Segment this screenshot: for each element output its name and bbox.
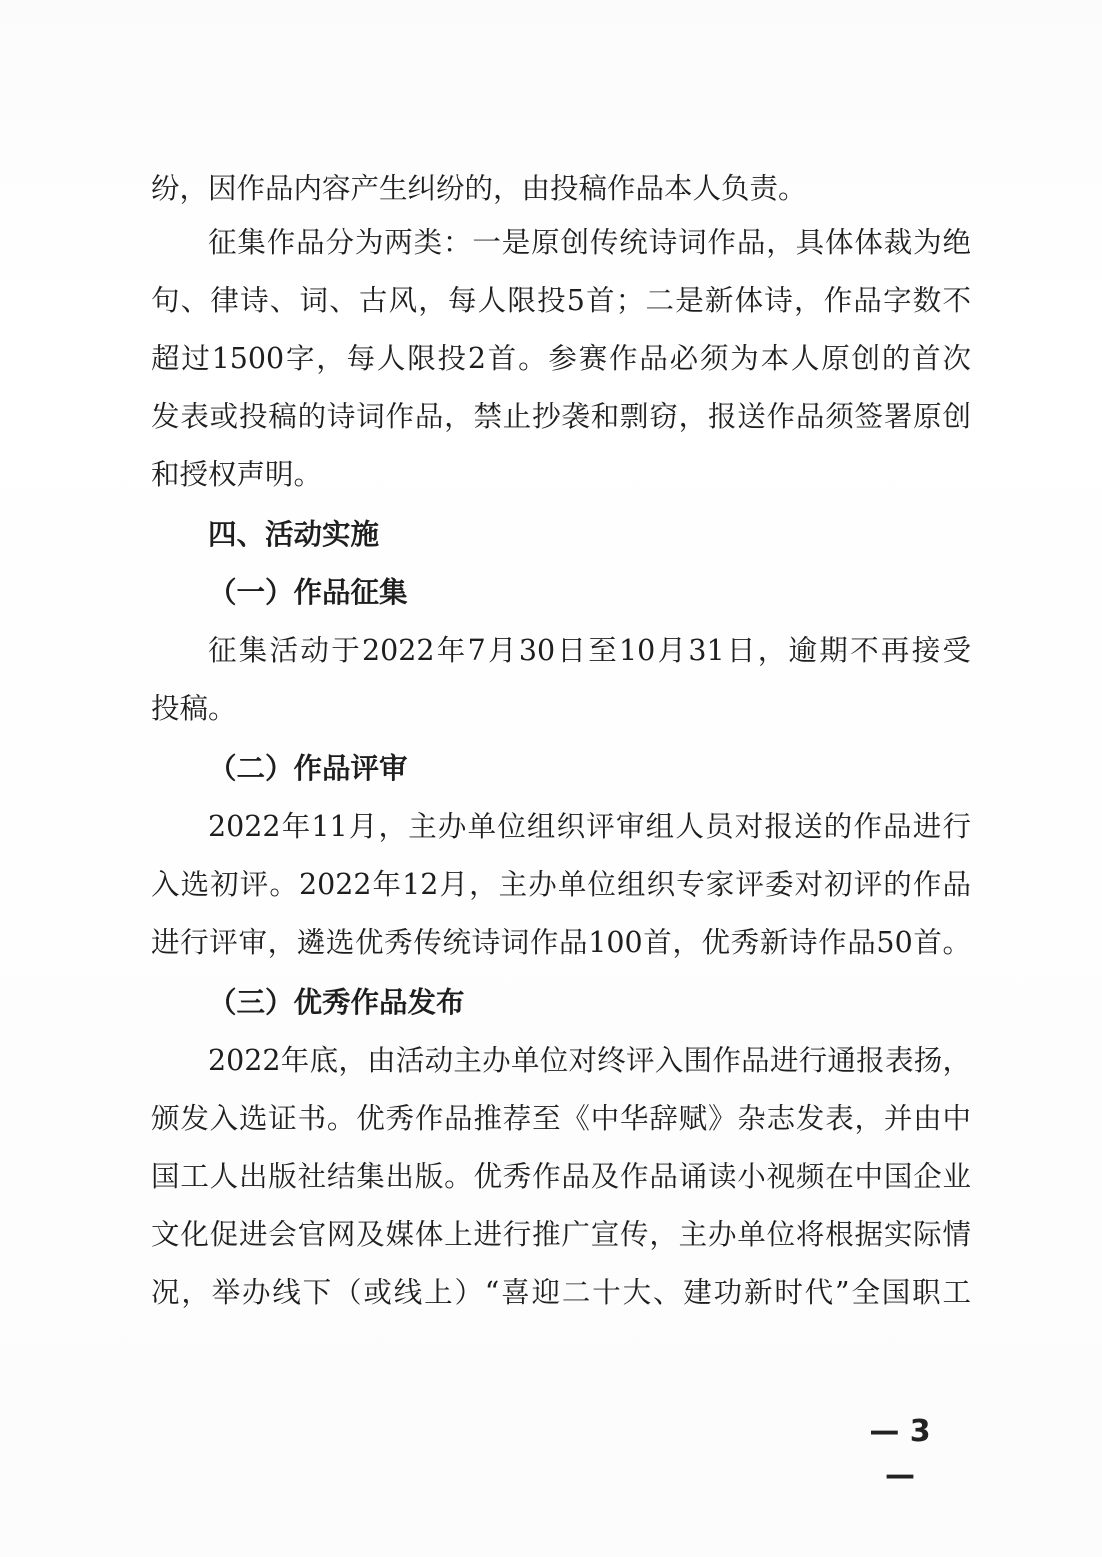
paragraph-line: 发表或投稿的诗词作品，禁止抄袭和剽窃，报送作品须签署原创 (151, 400, 971, 433)
paragraph-line: 颁发入选证书。优秀作品推荐至《中华辞赋》杂志发表，并由中 (151, 1102, 971, 1135)
subsection-heading: （二）作品评审 (208, 752, 408, 785)
subsection-heading: （一）作品征集 (208, 576, 408, 609)
paragraph-line: 国工人出版社结集出版。优秀作品及作品诵读小视频在中国企业 (151, 1160, 971, 1193)
paragraph-line: 征集作品分为两类：一是原创传统诗词作品，具体体裁为绝 (208, 226, 971, 259)
page-number: — 3 — (869, 1414, 931, 1493)
paragraph-line: 和授权声明。 (151, 458, 323, 491)
paragraph-line: 句、律诗、词、古风，每人限投5首；二是新体诗，作品字数不 (151, 284, 971, 317)
paragraph-line: 超过1500字，每人限投2首。参赛作品必须为本人原创的首次 (151, 342, 971, 375)
section-heading: 四、活动实施 (208, 518, 380, 551)
paragraph-line: 况，举办线下（或线上）“喜迎二十大、建功新时代”全国职工 (151, 1276, 971, 1309)
paragraph-line: 征集活动于2022年7月30日至10月31日，逾期不再接受 (208, 634, 971, 667)
paragraph-line: 2022年11月，主办单位组织评审组人员对报送的作品进行 (208, 810, 971, 843)
paragraph-line: 2022年底，由活动主办单位对终评入围作品进行通报表扬， (208, 1044, 971, 1077)
paragraph-line: 投稿。 (151, 692, 237, 725)
paragraph-line: 进行评审，遴选优秀传统诗词作品100首，优秀新诗作品50首。 (151, 926, 971, 959)
paragraph-line: 纷，因作品内容产生纠纷的，由投稿作品本人负责。 (151, 172, 807, 205)
paragraph-line: 文化促进会官网及媒体上进行推广宣传，主办单位将根据实际情 (151, 1218, 971, 1251)
paragraph-line: 入选初评。2022年12月，主办单位组织专家评委对初评的作品 (151, 868, 971, 901)
subsection-heading: （三）优秀作品发布 (208, 986, 465, 1019)
